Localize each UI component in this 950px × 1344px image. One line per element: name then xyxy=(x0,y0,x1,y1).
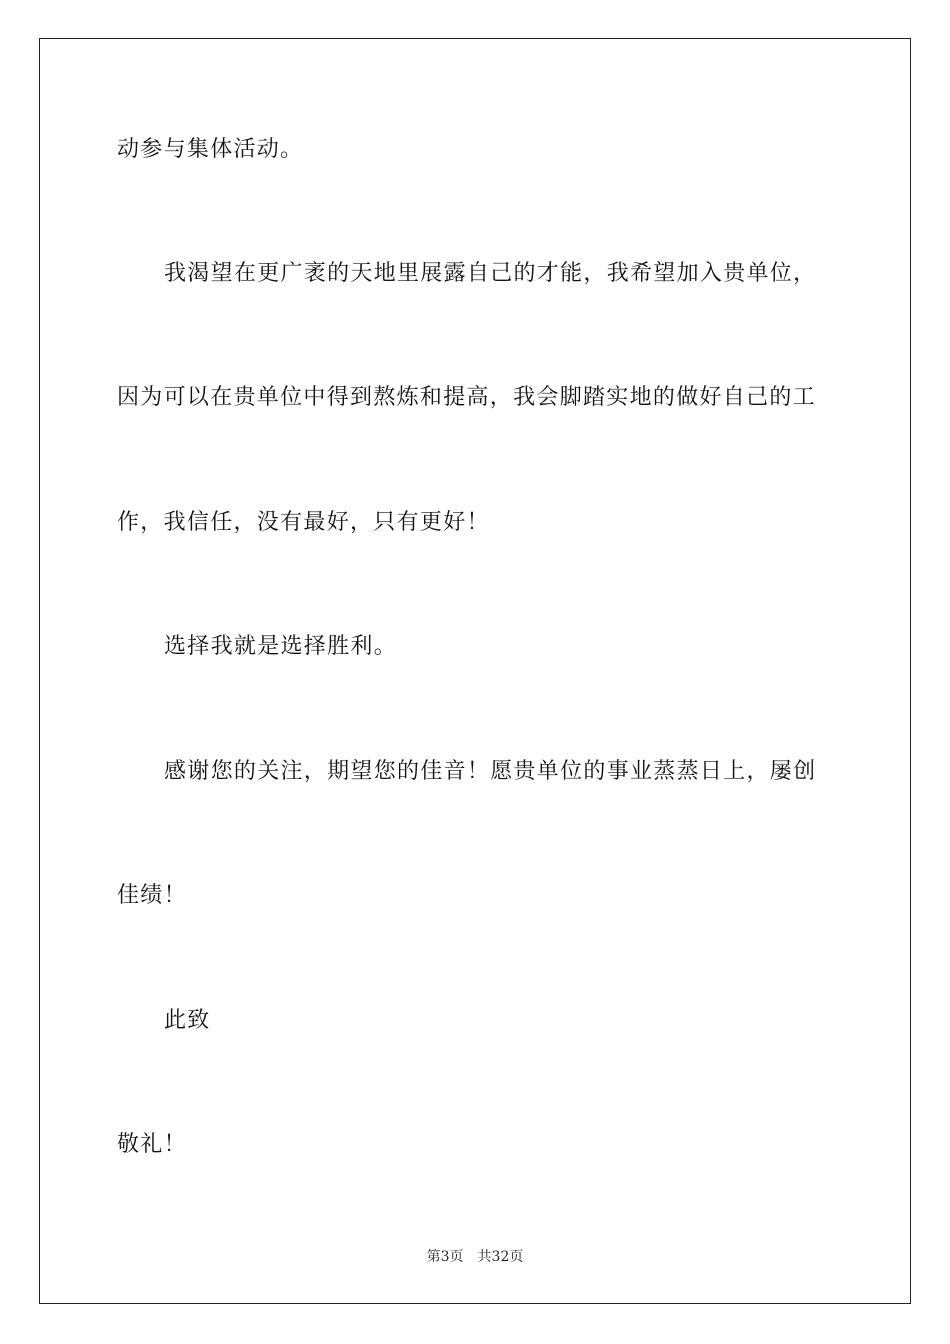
closing-regards: 敬礼！ xyxy=(117,1132,187,1157)
page-total: 共32页 xyxy=(477,1249,524,1265)
paragraph-line: 作，我信任，没有最好，只有更好！ xyxy=(117,510,490,535)
paragraph-line: 因为可以在贵单位中得到熬炼和提高，我会脚踏实地的做好自己的工 xyxy=(117,385,817,410)
paragraph-line: 动参与集体活动。 xyxy=(117,137,304,162)
paragraph-line: 我渴望在更广袤的天地里展露自己的才能，我希望加入贵单位， xyxy=(164,261,817,286)
page-number: 第3页 xyxy=(426,1249,464,1265)
page-border xyxy=(39,38,911,1304)
paragraph-line: 佳绩！ xyxy=(117,883,187,908)
closing-salutation: 此致 xyxy=(164,1008,211,1033)
paragraph-line: 感谢您的关注，期望您的佳音！愿贵单位的事业蒸蒸日上，屡创 xyxy=(164,759,817,784)
page-footer xyxy=(0,1248,950,1266)
paragraph-line: 选择我就是选择胜利。 xyxy=(164,634,398,659)
